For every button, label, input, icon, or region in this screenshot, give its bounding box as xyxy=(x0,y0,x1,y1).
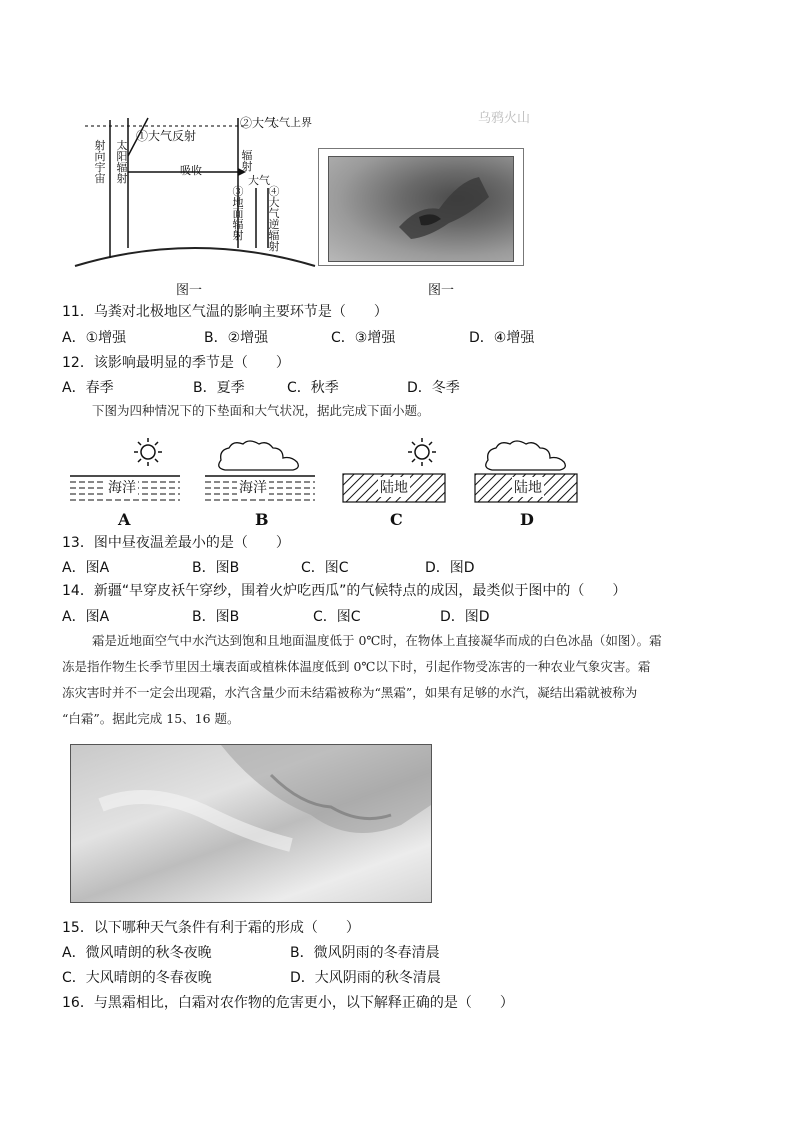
q11-option-c[interactable]: C．③增强 xyxy=(331,330,396,346)
question-16: 16．与黑霜相比，白霜对农作物的危害更小，以下解释正确的是（ ） xyxy=(62,995,514,1011)
question-13: 13．图中昼夜温差最小的是（ ） xyxy=(62,535,290,551)
q15-option-a[interactable]: A．微风晴朗的秋冬夜晚 xyxy=(62,945,212,961)
label-3: ③地面辐射 xyxy=(232,185,244,242)
panel-c xyxy=(342,436,446,528)
panel-b-letter: B xyxy=(255,510,269,529)
q14-option-a[interactable]: A．图A xyxy=(62,609,110,625)
label-2b: 辐射 xyxy=(241,149,253,173)
panel-d-surface: 陆地 xyxy=(512,477,544,497)
panel-a xyxy=(70,436,180,528)
q13-option-a[interactable]: A．图A xyxy=(62,560,110,576)
figure1-caption: 图一 xyxy=(176,283,203,298)
panel-d-letter: D xyxy=(520,510,534,529)
q12-option-b[interactable]: B．夏季 xyxy=(193,380,245,396)
q13-option-d[interactable]: D．图D xyxy=(425,560,475,576)
cloud-icon xyxy=(486,441,566,470)
q14-option-b[interactable]: B．图B xyxy=(192,609,240,625)
q13-option-b[interactable]: B．图B xyxy=(192,560,240,576)
passage-line-2: 冻是指作物生长季节里因土壤表面或植株体温度低到 0℃以下时，引起作物受冻害的一种农业气象灾害。霜 xyxy=(62,659,651,674)
panel-b xyxy=(205,436,315,528)
panel-b-surface: 海洋 xyxy=(237,477,269,497)
question-15: 15．以下哪种天气条件有利于霜的形成（ ） xyxy=(62,920,360,936)
passage-line-1: 霜是近地面空气中水汽达到饱和且地面温度低于 0℃时，在物体上直接凝华而成的白色冰晶（如图）。霜 xyxy=(92,633,662,648)
panel-c-surface: 陆地 xyxy=(378,477,410,497)
label-dq: 大气 xyxy=(248,174,270,187)
label-absorb: 吸收 xyxy=(180,164,202,177)
bird-photo xyxy=(328,156,514,262)
label-solar2: 太阳辐射 xyxy=(116,139,128,185)
question-12: 12．该影响最明显的季节是（ ） xyxy=(62,355,290,371)
question-11: 11．乌粪对北极地区气温的影响主要环节是（ ） xyxy=(62,304,388,320)
q11-option-d[interactable]: D．④增强 xyxy=(469,330,535,346)
bird-photo-svg xyxy=(329,157,513,261)
q13-option-c[interactable]: C．图C xyxy=(301,560,349,576)
label-solar1: 射向宇宙 xyxy=(94,139,106,185)
q11-option-b[interactable]: B．②增强 xyxy=(204,330,269,346)
passage-line-3: 冻灾害时并不一定会出现霜，水汽含量少而未结霜被称为“黑霜”，如果有足够的水汽，凝结出霜就被称为 xyxy=(62,685,638,700)
frost-photo-svg xyxy=(71,745,431,902)
q15-option-d[interactable]: D．大风阴雨的秋冬清晨 xyxy=(290,970,441,986)
panel-c-letter: C xyxy=(390,510,403,529)
q11-option-a[interactable]: A．①增强 xyxy=(62,330,127,346)
panel-a-letter: A xyxy=(118,510,131,529)
panel-d xyxy=(474,436,578,528)
label-2: ②大气 xyxy=(240,116,277,130)
sun-icon xyxy=(134,438,162,466)
q12-option-d[interactable]: D．冬季 xyxy=(407,380,460,396)
q12-option-c[interactable]: C．秋季 xyxy=(287,380,339,396)
q15-option-c[interactable]: C．大风晴朗的冬春夜晚 xyxy=(62,970,212,986)
figure2-faint-title: 乌鸦火山 xyxy=(478,111,531,126)
label-1: ①大气反射 xyxy=(136,129,197,143)
passage-line-4: “白霜”。据此完成 15、16 题。 xyxy=(62,711,240,726)
cloud-icon xyxy=(219,441,299,470)
q14-option-d[interactable]: D．图D xyxy=(440,609,490,625)
panel-a-surface: 海洋 xyxy=(106,477,138,497)
question-14: 14．新疆“早穿皮袄午穿纱，围着火炉吃西瓜”的气候特点的成因，最类似于图中的（ ） xyxy=(62,583,627,599)
q14-option-c[interactable]: C．图C xyxy=(313,609,361,625)
sun-icon xyxy=(408,438,436,466)
figure2-caption: 图一 xyxy=(428,283,455,298)
q15-option-b[interactable]: B．微风阴雨的冬春清晨 xyxy=(290,945,440,961)
frost-photo xyxy=(70,744,432,903)
label-top: 大气上界 xyxy=(268,116,312,129)
intro-13: 下图为四种情况下的下垫面和大气状况，据此完成下面小题。 xyxy=(92,403,430,418)
q12-option-a[interactable]: A．春季 xyxy=(62,380,114,396)
label-4: ④大气逆辐射 xyxy=(268,185,280,253)
